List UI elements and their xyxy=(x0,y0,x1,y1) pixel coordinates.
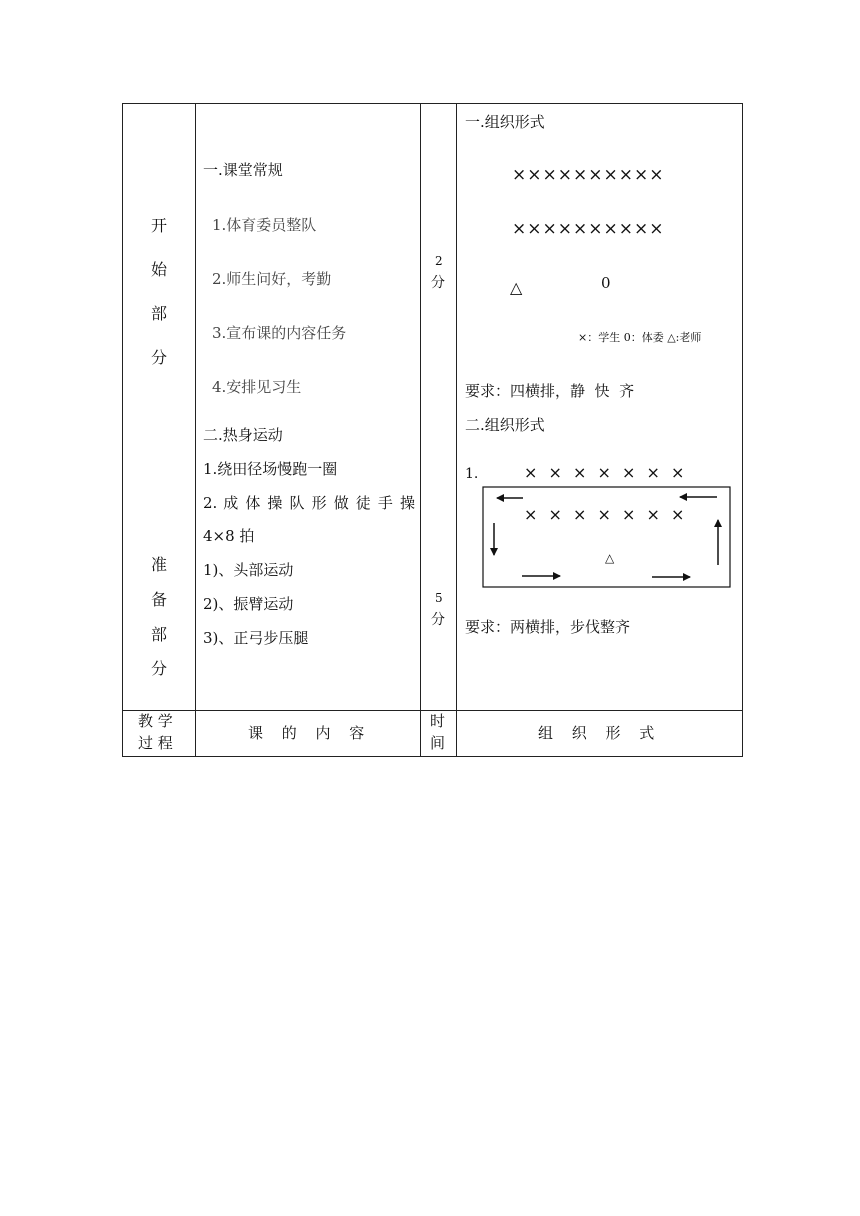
route-rectangle xyxy=(483,487,730,587)
routine-item: 1.体育委员整队 xyxy=(212,216,317,234)
prep-time-unit: 分 xyxy=(431,612,445,628)
requirement-1: 要求：四横排，静 快 齐 xyxy=(465,382,635,400)
warmup-item: 1)、头部运动 xyxy=(203,561,294,579)
start-label-char: 开 xyxy=(151,216,168,235)
diagram-student-row: × × × × × × × xyxy=(524,463,685,482)
start-label-char: 分 xyxy=(151,348,168,367)
requirement-2: 要求：两横排，步伐整齐 xyxy=(465,618,631,636)
header-time-line1: 时 xyxy=(430,712,446,730)
routine-heading: 一.课堂常规 xyxy=(203,161,283,179)
routine-item: 2.师生问好，考勤 xyxy=(212,270,332,288)
diagram-teacher-icon: △ xyxy=(605,551,615,565)
diagram-index: 1. xyxy=(465,466,479,482)
formation-legend: ×：学生 0：体委 △:老师 xyxy=(578,331,702,344)
formation-row: ×××××××××× xyxy=(512,165,665,185)
prep-label-char: 准 xyxy=(151,555,168,574)
warmup-item: 4×8 拍 xyxy=(203,527,255,545)
start-time-value: 2 xyxy=(435,254,443,268)
header-content: 课 的 内 容 xyxy=(248,724,365,742)
org-heading-2: 二.组织形式 xyxy=(465,416,545,434)
start-label-char: 部 xyxy=(151,304,168,323)
warmup-item: 1.绕田径场慢跑一圈 xyxy=(203,460,338,478)
diagram-student-row: × × × × × × × xyxy=(524,505,685,524)
committee-marker: 0 xyxy=(601,274,611,292)
prep-label-char: 分 xyxy=(151,659,168,678)
warmup-item: 3)、正弓步压腿 xyxy=(203,629,309,647)
header-process-line1: 教 学 xyxy=(138,712,173,730)
prep-label-char: 备 xyxy=(151,590,168,609)
warmup-item: 2)、振臂运动 xyxy=(203,595,294,613)
warmup-item: 2. 成 体 操 队 形 做 徒 手 操 xyxy=(203,494,415,512)
routine-item: 4.安排见习生 xyxy=(212,378,302,396)
header-time-line2: 间 xyxy=(430,734,446,752)
teacher-triangle-icon: △ xyxy=(510,278,523,297)
formation-row: ×××××××××× xyxy=(512,219,665,239)
header-organization: 组 织 形 式 xyxy=(538,724,655,742)
routine-item: 3.宣布课的内容任务 xyxy=(212,324,347,342)
org-heading-1: 一.组织形式 xyxy=(465,113,545,131)
prep-label-char: 部 xyxy=(151,625,168,644)
start-label-char: 始 xyxy=(151,260,168,279)
prep-time-value: 5 xyxy=(435,591,443,605)
warmup-heading: 二.热身运动 xyxy=(203,426,283,444)
header-process-line2: 过 程 xyxy=(138,734,173,752)
start-time-unit: 分 xyxy=(431,275,445,291)
